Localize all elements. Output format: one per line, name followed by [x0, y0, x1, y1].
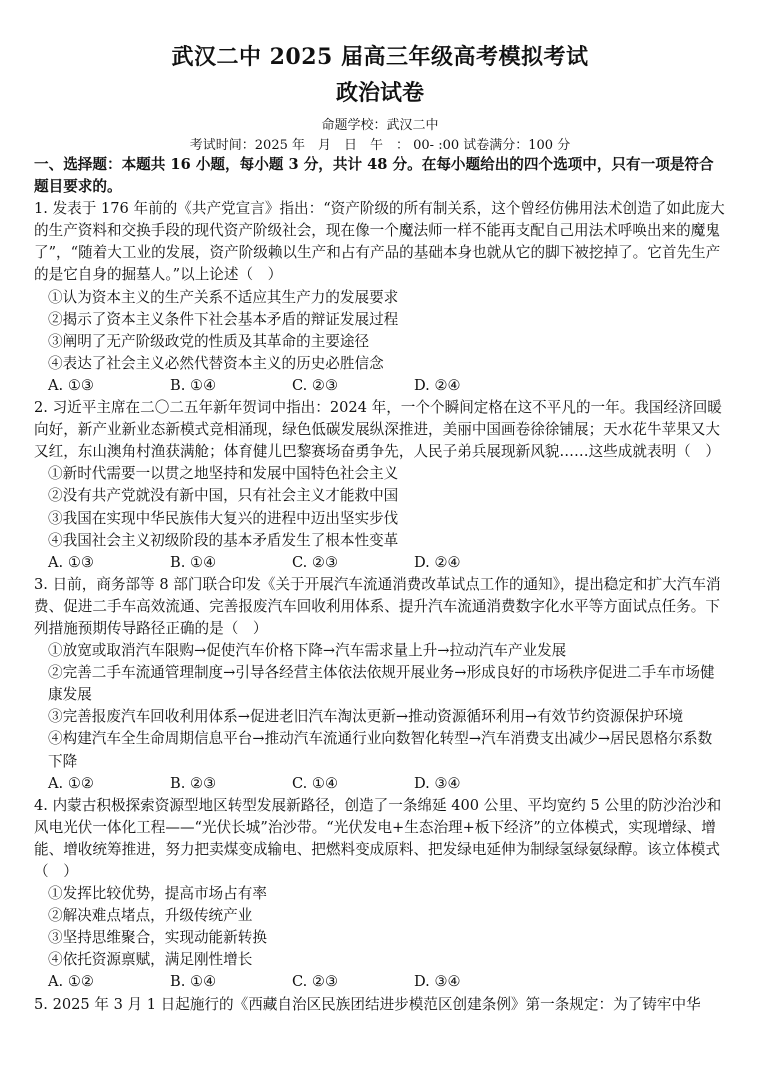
choice-c: C. ②③	[292, 553, 339, 571]
choice-b: B. ①④	[170, 973, 217, 991]
subject-title: 政治试卷	[335, 80, 424, 106]
option-1: ①新时代需要一以贯之地坚持和发展中国特色社会主义	[48, 465, 399, 483]
choice-a: A. ①②	[48, 973, 94, 991]
option-3: ③坚持思维聚合，实现动能新转换	[48, 929, 267, 947]
option-4: ④我国社会主义初级阶段的基本矛盾发生了根本性变革	[48, 531, 399, 549]
school-line: 命题学校：武汉二中	[321, 118, 439, 133]
exam-body	[34, 154, 726, 1016]
answer-choices	[34, 971, 726, 993]
question-stem: 4. 内蒙古积极探索资源型地区转型发展新路径，创造了一条绵延 400 公里、平均宽约 5 公里的防沙治沙和风电光伏一体化工程——“光伏长城”治沙带。“光伏发电+生态治理+板下经济”的立体模式，实现增绿、增能、增收统筹推进，努力把卖煤变成输电、把燃料变成原料、把发绿电延伸为制绿氢绿氨绿醇。该立体模式（ ）	[34, 796, 722, 880]
option-3: ③我国在实现中华民族伟大复兴的进程中迈出坚实步伐	[48, 509, 399, 527]
choice-b: B. ①④	[170, 376, 217, 394]
option-2: ②没有共产党就没有新中国，只有社会主义才能救中国	[48, 487, 399, 505]
exam-info-line: 考试时间：2025 年 月 日 午 ： 00- :00 试卷满分：100 分	[189, 138, 571, 153]
choice-a: A. ①②	[48, 774, 94, 792]
choice-c: C. ①④	[292, 774, 339, 792]
answer-choices	[34, 773, 726, 795]
answer-choices	[34, 552, 726, 574]
section-heading: 一、选择题：本题共 16 小题，每小题 3 分，共计 48 分。在每小题给出的四个选项中，只有一项是符合题目要求的。	[34, 156, 714, 196]
option-1: ①放宽或取消汽车限购→促使汽车价格下降→汽车需求量上升→拉动汽车产业发展	[48, 642, 567, 660]
option-2: ②解决难点堵点，升级传统产业	[48, 907, 253, 925]
choice-a: A. ①③	[48, 553, 94, 571]
choice-a: A. ①③	[48, 376, 94, 394]
choice-c: C. ②③	[292, 973, 339, 991]
option-3: ③完善报废汽车回收利用体系→促进老旧汽车淘汰更新→推动资源循环利用→有效节约资源保护环境	[48, 708, 684, 726]
question-5	[34, 994, 726, 1016]
option-4: ④依托资源禀赋，满足刚性增长	[48, 951, 253, 969]
question-stem: 5. 2025 年 3 月 1 日起施行的《西藏自治区民族团结进步模范区创建条例》第一条规定：为了铸牢中华	[34, 995, 701, 1013]
option-3: ③阐明了无产阶级政党的性质及其革命的主要途径	[48, 332, 370, 350]
choice-d: D. ③④	[414, 774, 461, 792]
choice-b: B. ①④	[170, 553, 217, 571]
choice-c: C. ②③	[292, 376, 339, 394]
choice-d: D. ②④	[414, 553, 461, 571]
option-1: ①发挥比较优势，提高市场占有率	[48, 885, 267, 903]
question-3	[34, 574, 726, 795]
question-1	[34, 198, 726, 397]
question-stem: 2. 习近平主席在二〇二五年新年贺词中指出：2024 年，一个个瞬间定格在这不平凡的一年。我国经济回暖向好，新产业新业态新模式竞相涌现，绿色低碳发展纵深推进，美丽中国画卷徐徐铺展；天水花牛苹果又大又红，东山澳角村渔获满舱；体育健儿巴黎赛场奋勇争先，人民子弟兵展现新风貌……这些成就表明（ ）	[34, 399, 722, 461]
option-1: ①认为资本主义的生产关系不适应其生产力的发展要求	[48, 288, 399, 306]
question-stem: 3. 日前，商务部等 8 部门联合印发《关于开展汽车流通消费改革试点工作的通知》，提出稳定和扩大汽车消费、促进二手车高效流通、完善报废汽车回收利用体系、提升汽车流通消费数字化水平等方面试点任务。下列措施预期传导路径正确的是（ ）	[34, 575, 721, 637]
option-4: ④表达了社会主义必然代替资本主义的历史必胜信念	[48, 354, 384, 372]
option-4: ④构建汽车全生命周期信息平台→推动汽车流通行业向数智化转型→汽车消费支出减少→居民恩格尔系数下降	[48, 730, 713, 770]
exam-title: 武汉二中 2025 届高三年级高考模拟考试	[171, 44, 589, 70]
choice-b: B. ②③	[170, 774, 217, 792]
option-2: ②揭示了资本主义条件下社会基本矛盾的辩证发展过程	[48, 310, 399, 328]
option-2: ②完善二手车流通管理制度→引导各经营主体依法依规开展业务→形成良好的市场秩序促进二手车市场健康发展	[48, 664, 715, 704]
question-stem: 1. 发表于 176 年前的《共产党宣言》指出：“资产阶级的所有制关系，这个曾经仿佛用法术创造了如此庞大的生产资料和交换手段的现代资产阶级社会，现在像一个魔法师一样不能再支配自己用法术呼唤出来的魔鬼了”，“随着大工业的发展，资产阶级赖以生产和占有产品的基础本身也就从它的脚下被挖掉了。它首先生产的是它自身的掘墓人。”以上论述（ ）	[34, 200, 725, 284]
choice-d: D. ③④	[414, 973, 461, 991]
choice-d: D. ②④	[414, 376, 461, 394]
answer-choices	[34, 375, 726, 397]
question-4	[34, 795, 726, 994]
question-2	[34, 397, 726, 574]
